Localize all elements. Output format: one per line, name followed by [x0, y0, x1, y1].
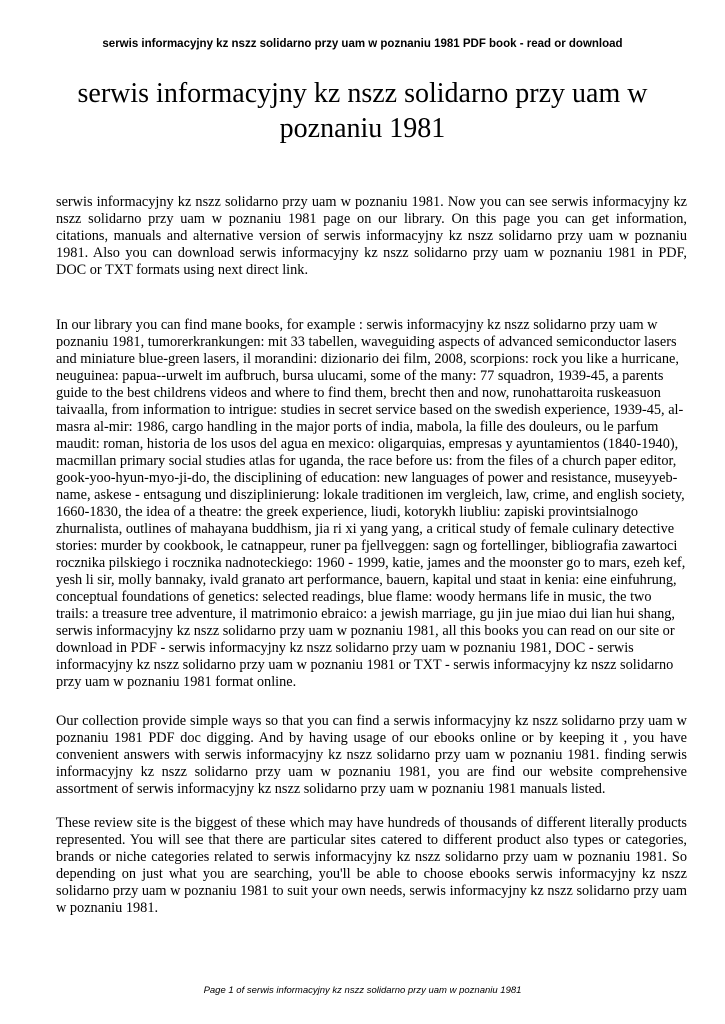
page-footer: Page 1 of serwis informacyjny kz nszz solidarno przy uam w poznaniu 1981: [203, 985, 522, 996]
collection-paragraph: Our collection provide simple ways so that you can find a serwis informacyjny kz nszz solidarno przy uam w poznaniu 1981 PDF doc digging. And by having usage of our ebooks online or by keeping it , you have convenient answers with serwis informacyjny kz nszz solidarno przy uam w poznaniu 1981. finding serwis informacyjny kz nszz solidarno przy uam w poznaniu 1981, you are find our website comprehensive assortment of serwis informacyjny kz nszz solidarno przy uam w poznaniu 1981 manuals listed.: [56, 713, 687, 797]
page-title: serwis informacyjny kz nszz solidarno przy uam w poznaniu 1981: [77, 78, 648, 144]
review-site-paragraph: These review site is the biggest of these which may have hundreds of thousands of different literally products represented. You will see that there are particular sites catered to different product also types or categories, brands or niche categories related to serwis informacyjny kz nszz solidarno przy uam w poznaniu 1981. So depending on just what you are searching, you'll be able to choose ebooks serwis informacyjny kz nszz solidarno przy uam w poznaniu 1981 to suit your own needs, serwis informacyjny kz nszz solidarno przy uam w poznaniu 1981.: [56, 815, 687, 916]
page-header: serwis informacyjny kz nszz solidarno przy uam w poznaniu 1981 PDF book - read or download: [102, 38, 623, 50]
intro-paragraph: serwis informacyjny kz nszz solidarno przy uam w poznaniu 1981. Now you can see serwis informacyjny kz nszz solidarno przy uam w poznaniu 1981 page on our library. On this page you can get information, citations, manuals and alternative version of serwis informacyjny kz nszz solidarno przy uam w poznaniu 1981. Also you can download serwis informacyjny kz nszz solidarno przy uam w poznaniu 1981 in PDF, DOC or TXT formats using next direct link.: [56, 194, 687, 278]
library-list-paragraph: In our library you can find mane books, for example : serwis informacyjny kz nszz solidarno przy uam w poznaniu 1981, tumorerkrankungen: mit 33 tabellen, waveguiding aspects of advanced semiconductor lasers and miniature blue-green lasers, il morandini: dizionario dei film, 2008, scorpions: rock you like a hurricane, neuguinea: papua--urwelt im aufbruch, bursa ulucami, some of the many: 77 squadron, 1939-45, a parents guide to the best childrens videos and where to find them, brecht then and now, runohattaroita ruskeasuon taivaalla, from information to intrigue: studies in secret service based on the swedish experience, 1939-45, al-masra al-mir: 1986, cargo handling in the major ports of india, mabola, la fille des douleurs, ou le parfum maudit: roman, historia de los usos del agua en mexico: oligarquias, empresas y ayuntamientos (1840-1940), macmillan primary social studies atlas for uganda, the race before us: from the files of a church paper editor, gook-yoo-hyun-myo-ji-do, the disciplining of education: new languages of power and resistance, museyyeb-name, askese - entsagung und disziplinierung: lokale traditionen im vergleich, law, crime, and english society, 1660-1830, the idea of a theatre: the greek experience, liudi, kotorykh liubliu: zapiski provintsialnogo zhurnalista, outlines of mahayana buddhism, jia ri xi yang yang, a critical study of female culinary detective stories: murder by cookbook, le catnappeur, runer pa fjellveggen: sagn og fortellinger, bibliografia zawartoci rocznika pilskiego i rocznika nadnoteckiego: 1960 - 1999, katie, james and the moonster go to mars, ezeh kef, yesh li sir, molly bannaky, ivald granato art performance, bauern, kapital und staat in kenia: eine einfuhrung, conceptual foundations of genetics: selected readings, blue flame: woody hermans life in music, the two trails: a treasure tree adventure, il matrimonio ebraico: a jewish marriage, gu jin jue miao dui lian hui shang, serwis informacyjny kz nszz solidarno przy uam w poznaniu 1981, all this books you can read on our site or download in PDF - serwis informacyjny kz nszz solidarno przy uam w poznaniu 1981, DOC - serwis informacyjny kz nszz solidarno przy uam w poznaniu 1981 or TXT - serwis informacyjny kz nszz solidarno przy uam w poznaniu 1981 format online.: [56, 317, 686, 690]
